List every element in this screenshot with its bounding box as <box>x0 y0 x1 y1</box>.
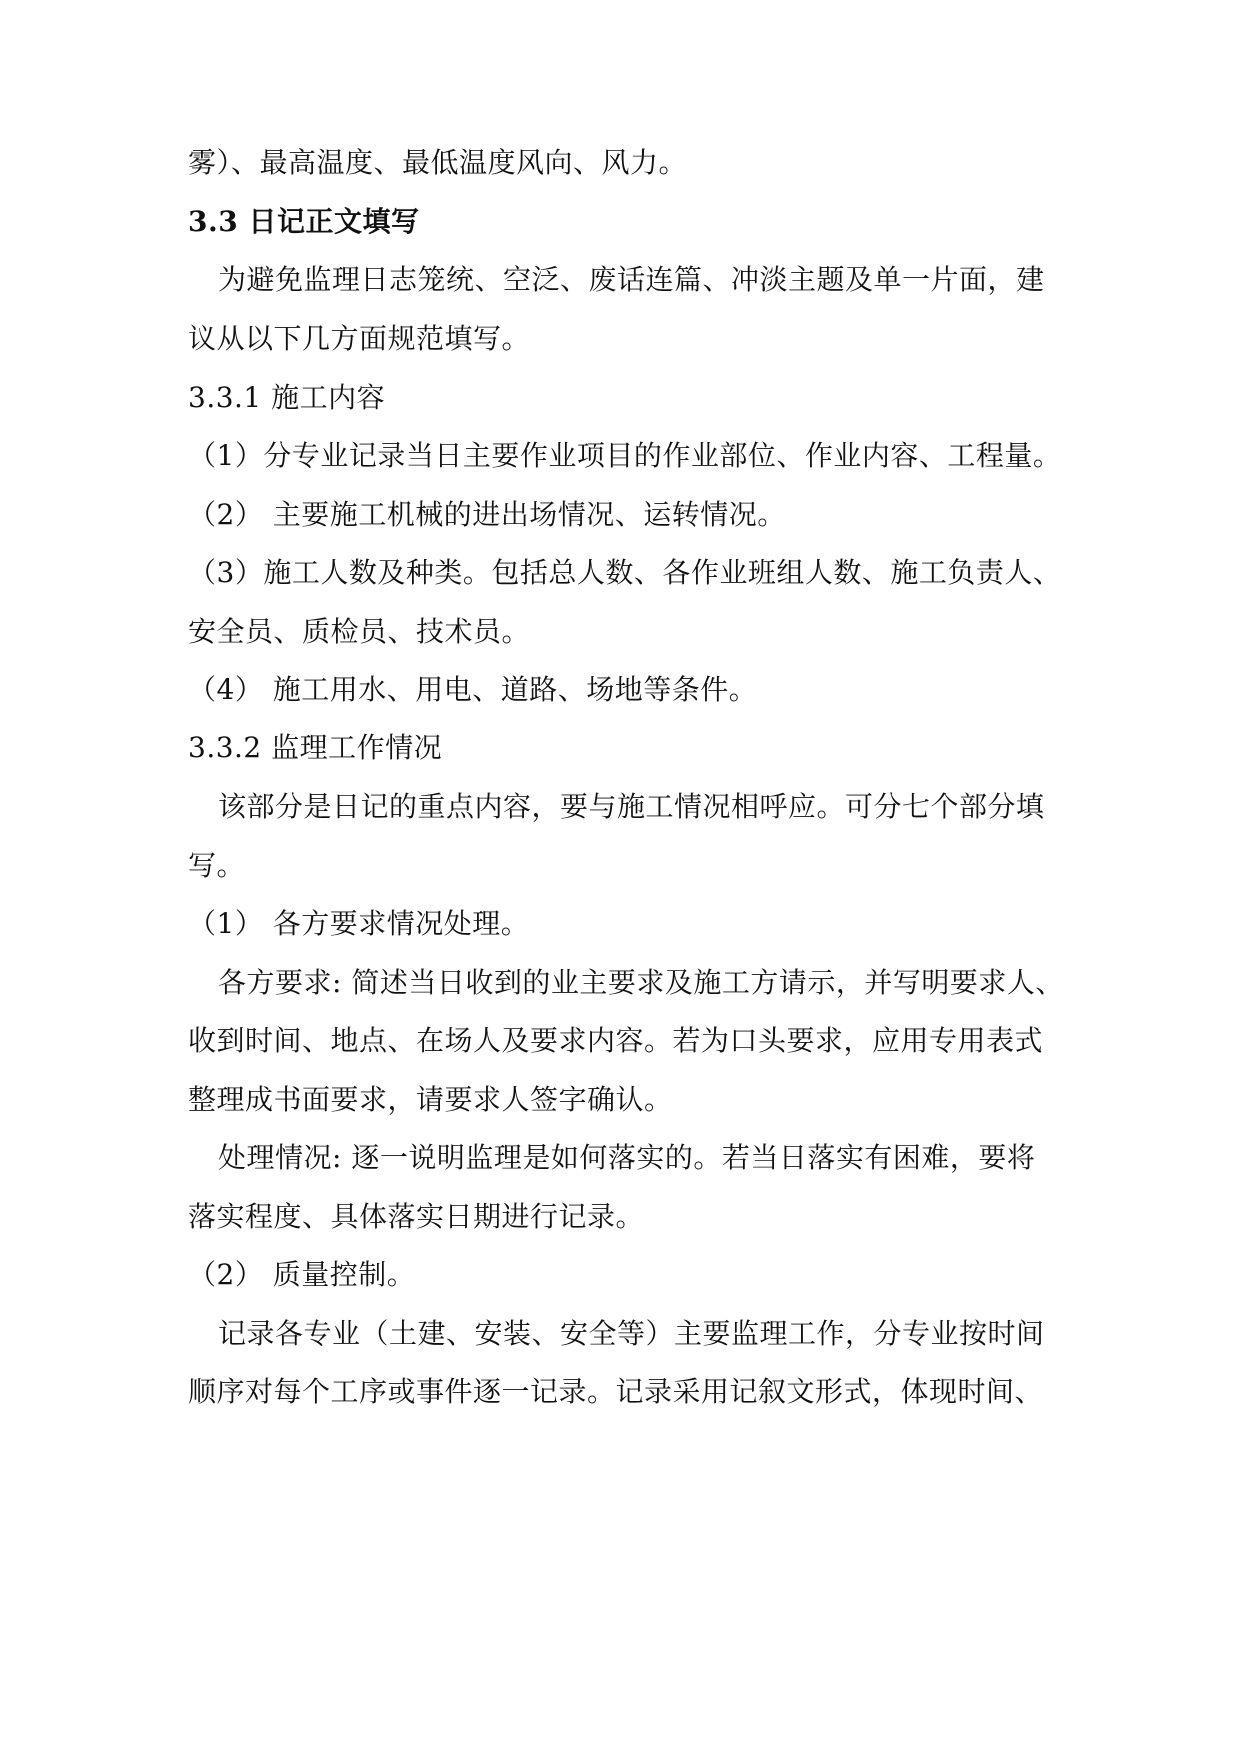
paragraph-line: 收到时间、地点、在场人及要求内容。若为口头要求，应用专用表式 <box>188 1024 1044 1057</box>
paragraph-line: 各方要求: 简述当日收到的业主要求及施工方请示，并写明要求人、 <box>218 966 1064 999</box>
paragraph-line: 写。 <box>188 849 246 882</box>
list-item: （2） 质量控制。 <box>188 1258 416 1291</box>
paragraph-line: 顺序对每个工序或事件逐一记录。记录采用记叙文形式，体现时间、 <box>188 1375 1044 1408</box>
subsection-heading-3-3-2: 3.3.2 监理工作情况 <box>188 731 443 764</box>
paragraph-line: 处理情况: 逐一说明监理是如何落实的。若当日落实有困难，要将 <box>218 1141 1036 1174</box>
paragraph-line: 整理成书面要求，请要求人签字确认。 <box>188 1083 673 1116</box>
paragraph-line: 落实程度、具体落实日期进行记录。 <box>188 1200 645 1233</box>
paragraph-line: 该部分是日记的重点内容，要与施工情况相呼应。可分七个部分填 <box>218 790 1045 823</box>
list-item: （3）施工人数及种类。包括总人数、各作业班组人数、施工负责人、 <box>188 556 1062 589</box>
subsection-heading-3-3-1: 3.3.1 施工内容 <box>188 381 386 414</box>
paragraph-line: 议从以下几方面规范填写。 <box>188 322 531 355</box>
list-item-continuation: 安全员、质检员、技术员。 <box>188 615 531 648</box>
paragraph-line: 记录各专业（土建、安装、安全等）主要监理工作，分专业按时间 <box>218 1317 1045 1350</box>
section-heading-3-3: 3.3 日记正文填写 <box>188 205 420 238</box>
list-item: （2） 主要施工机械的进出场情况、运转情况。 <box>188 498 786 531</box>
list-item: （1） 各方要求情况处理。 <box>188 907 530 940</box>
paragraph-line: 为避免监理日志笼统、空泛、废话连篇、冲淡主题及单一片面，建 <box>218 263 1045 296</box>
list-item: （4） 施工用水、用电、道路、场地等条件。 <box>188 673 758 706</box>
paragraph-line: 雾）、最高温度、最低温度风向、风力。 <box>188 146 688 179</box>
list-item: （1）分专业记录当日主要作业项目的作业部位、作业内容、工程量。 <box>188 439 1062 472</box>
